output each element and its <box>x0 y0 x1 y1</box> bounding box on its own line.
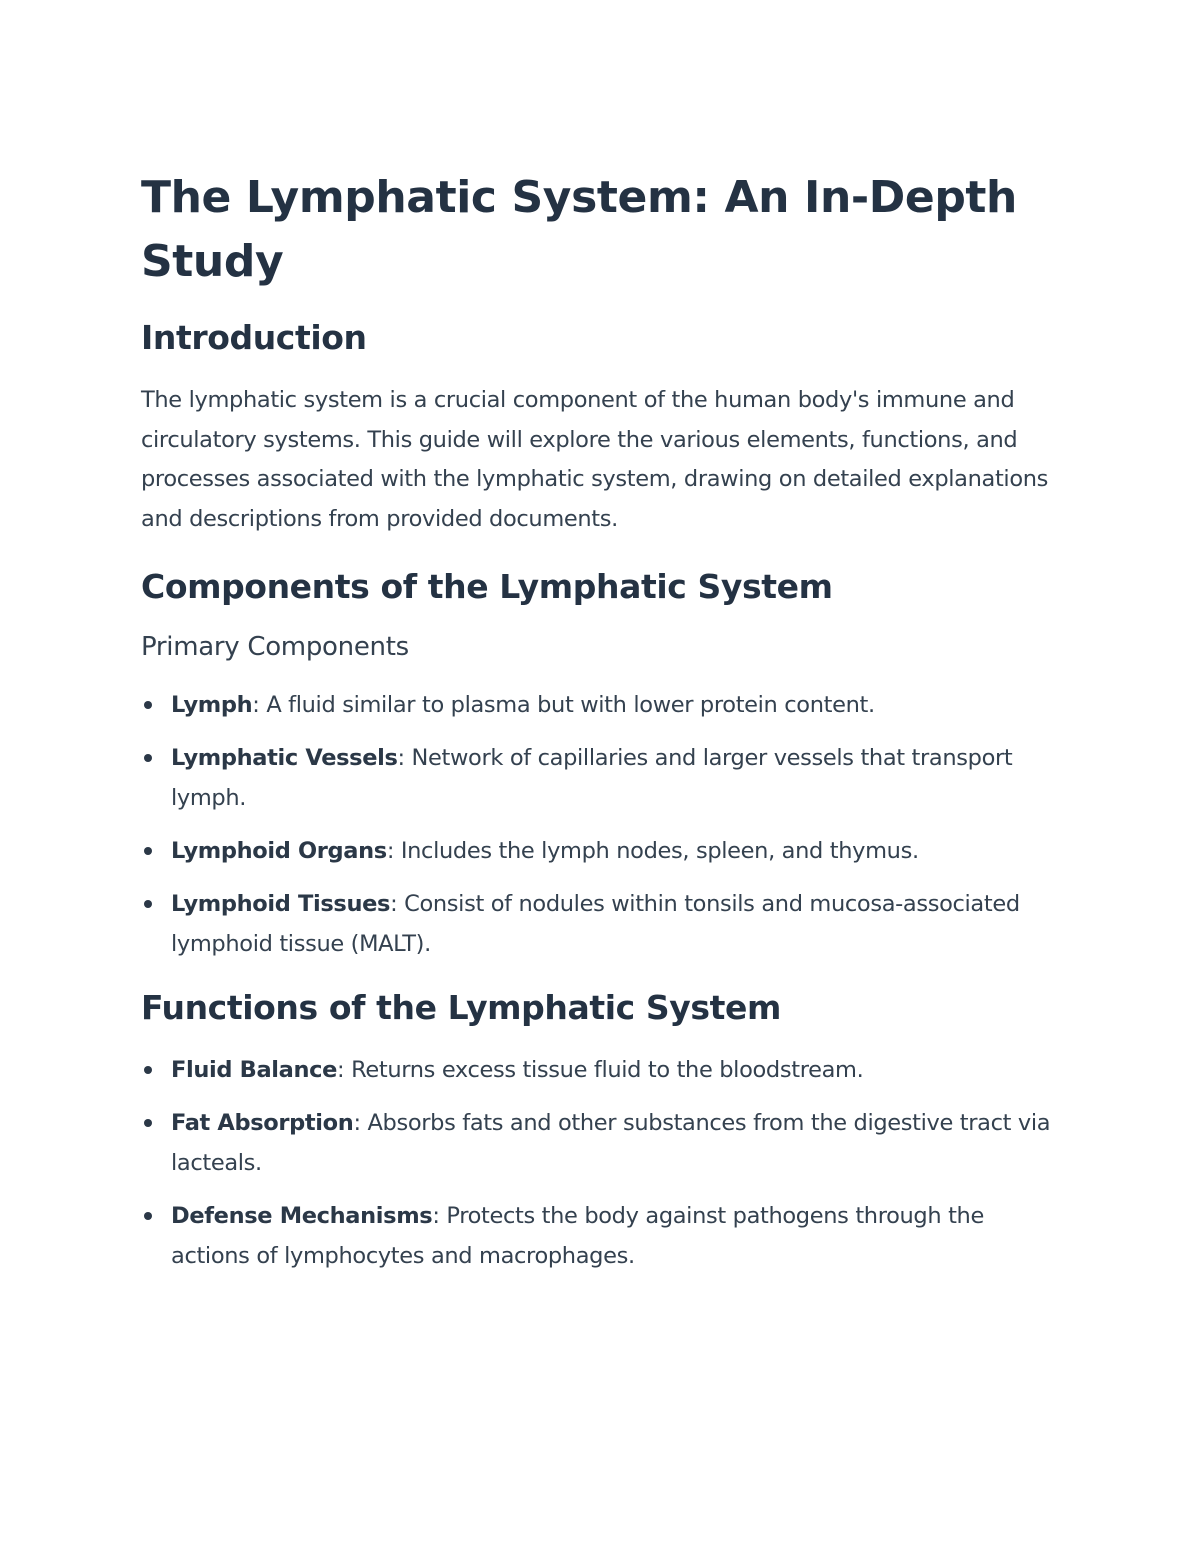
list-item-term: Lymphoid Organs <box>171 838 387 864</box>
list-item-term: Fat Absorption <box>171 1110 354 1136</box>
list-item-description: : Includes the lymph nodes, spleen, and thymus. <box>386 838 919 864</box>
list-item <box>141 884 1061 964</box>
introduction-heading: Introduction <box>141 318 367 357</box>
list-item-term: Lymphatic Vessels <box>171 745 398 771</box>
list-item <box>141 831 1061 871</box>
list-item-term: Lymphoid Tissues <box>171 891 391 917</box>
list-item-term: Fluid Balance <box>171 1057 338 1083</box>
list-item <box>141 685 1061 725</box>
list-item <box>141 738 1061 818</box>
list-item-description: : Returns excess tissue fluid to the bloodstream. <box>337 1057 864 1083</box>
list-item <box>141 1050 1061 1090</box>
list-item-description: : Consist of nodules within tonsils and mucosa-associated lymphoid tissue (MALT). <box>171 891 1020 957</box>
list-item-description: : Absorbs fats and other substances from the digestive tract via lacteals. <box>171 1110 1051 1176</box>
bullet-icon <box>144 701 152 709</box>
bullet-icon <box>144 847 152 855</box>
list-item <box>141 1196 1061 1276</box>
list-item <box>141 1103 1061 1183</box>
primary-components-list <box>141 685 1061 964</box>
bullet-icon <box>144 1066 152 1074</box>
bullet-icon <box>144 1119 152 1127</box>
page-title: The Lymphatic System: An In-Depth Study <box>141 172 1017 287</box>
primary-components-subheading: Primary Components <box>141 632 409 662</box>
list-item-term: Defense Mechanisms <box>171 1203 433 1229</box>
list-item-term: Lymph <box>171 692 253 718</box>
bullet-icon <box>144 900 152 908</box>
bullet-icon <box>144 1212 152 1220</box>
document-page <box>141 166 1061 1289</box>
list-item-description: : Network of capillaries and larger vessels that transport lymph. <box>171 745 1013 811</box>
bullet-icon <box>144 754 152 762</box>
introduction-paragraph: The lymphatic system is a crucial component of the human body's immune and circulatory systems. This guide will explore the various elements, functions, and processes associated with the lymphatic system, drawing on detailed explanations and descriptions from provided documents. <box>141 387 1049 532</box>
list-item-description: : Protects the body against pathogens through the actions of lymphocytes and macrophages. <box>171 1203 984 1269</box>
list-item-description: : A fluid similar to plasma but with lower protein content. <box>252 692 875 718</box>
functions-heading: Functions of the Lymphatic System <box>141 988 781 1027</box>
functions-list <box>141 1050 1061 1276</box>
components-heading: Components of the Lymphatic System <box>141 567 833 606</box>
